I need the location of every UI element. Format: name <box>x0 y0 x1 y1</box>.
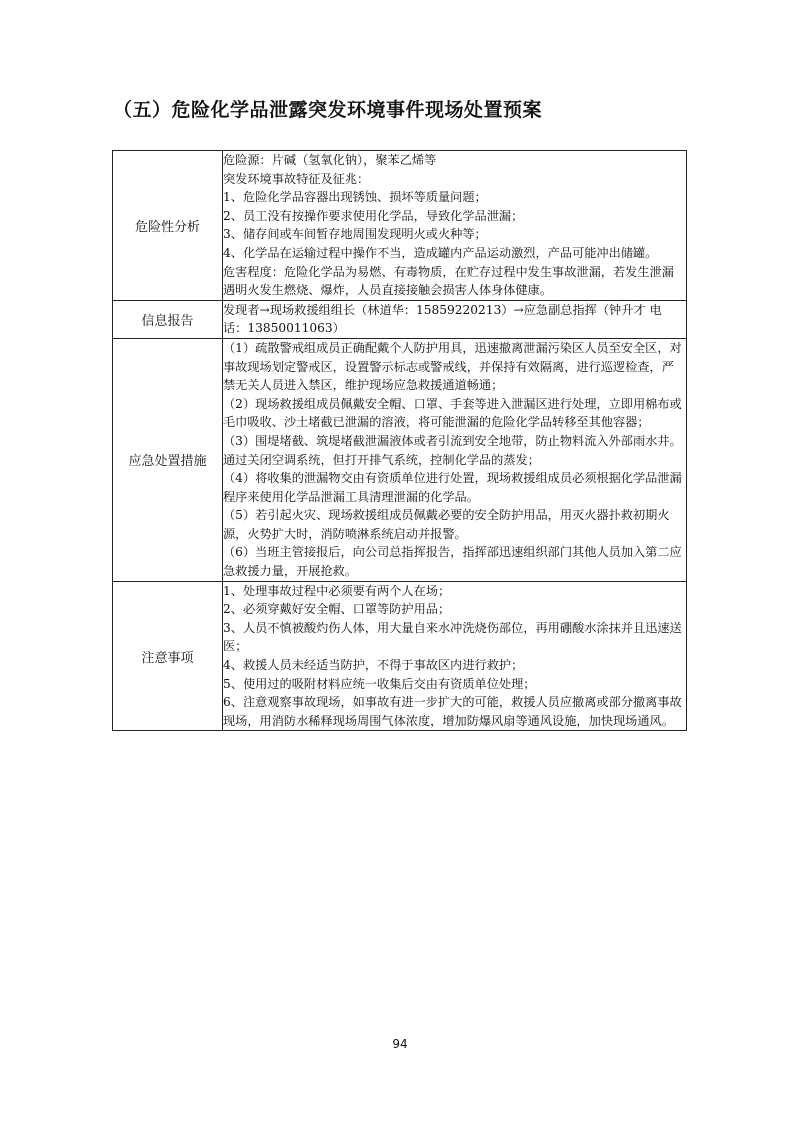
content-line: 2、必须穿戴好安全帽、口罩等防护用品； <box>223 602 451 617</box>
content-line: （2）现场救援组成员佩戴安全帽、口罩、手套等进入泄漏区进行处理，立即用棉布或毛巾吸收、沙土堵截已泄漏的溶液，将可能泄漏的危险化学品转移至其他容器； <box>223 396 682 430</box>
content-line: 发现者→现场救援组组长（林道华：15859220213）→应急副总指挥（钟升才 电话：13850011063） <box>223 302 662 336</box>
content-line: 3、储存间或车间暂存地周围发现明火或火种等； <box>223 227 487 242</box>
content-line: （3）围堤堵截、筑堤堵截泄漏液体或者引流到安全地带，防止物料流入外部雨水井。通过关闭空调系统，但打开排气系统，控制化学品的蒸发； <box>223 433 682 467</box>
content-line: 6、注意观察事故现场，如事故有进一步扩大的可能，救援人员应撤离或部分撤离事故现场，用消防水稀释现场周围气体浓度，增加防爆风扇等通风设施，加快现场通风。 <box>223 695 682 728</box>
table-row-info-report <box>113 300 687 338</box>
content-line: 突发环境事故特征及征兆： <box>223 171 370 186</box>
content-line: （6）当班主管接报后，向公司总指挥报告，指挥部迅速组织部门其他人员加入第二应急救援力量，开展抢救。 <box>223 545 682 579</box>
table-row-hazard-analysis <box>113 151 687 301</box>
row-content <box>223 300 687 338</box>
content-line: 危害程度：危险化学品为易燃、有毒物质，在贮存过程中发生事故泄漏，若发生泄漏遇明火发生燃烧、爆炸，人员直接接触会损害人体身体健康。 <box>223 264 674 298</box>
table-row-emergency-measures <box>113 338 687 581</box>
row-label: 注意事项 <box>113 581 223 731</box>
content-line: （5）若引起火灾、现场救援组成员佩戴必要的安全防护用品，用灭火器扑救初期火源，火势扩大时，消防喷淋系统启动并报警。 <box>223 508 670 541</box>
row-content <box>223 338 687 581</box>
row-label: 信息报告 <box>113 300 223 338</box>
page-number: 94 <box>392 1037 408 1051</box>
content-line: （4）将收集的泄漏物交由有资质单位进行处置，现场救援组成员必须根据化学品泄漏程序来使用化学品泄漏工具清理泄漏的化学品。 <box>223 471 682 504</box>
row-content <box>223 151 687 301</box>
content-line: （1）疏散警戒组成员正确配戴个人防护用具，迅速撤离泄漏污染区人员至安全区，对事故现场划定警戒区，设置警示标志或警戒线，并保持有效隔离，进行巡逻检查，严禁无关人员进入禁区，维护现场应急救援通道畅通； <box>223 340 682 393</box>
content-line: 5、使用过的吸附材料应统一收集后交由有资质单位处理； <box>223 676 536 691</box>
content-line: 危险源：片碱（氢氧化钠），聚苯乙烯等 <box>223 153 437 167</box>
content-line: 1、处理事故过程中必须要有两个人在场； <box>223 583 451 598</box>
content-line: 4、救援人员未经适当防护，不得于事故区内进行救护； <box>223 658 524 673</box>
row-label: 应急处置措施 <box>113 338 223 581</box>
table-row-precautions <box>113 581 687 731</box>
page-title: （五）危险化学品泄露突发环境事件现场处置预案 <box>113 99 543 121</box>
content-line: 4、化学品在运输过程中操作不当，造成罐内产品运动激烈，产品可能冲出储罐。 <box>223 245 658 260</box>
content-line: 3、人员不慎被酸灼伤人体，用大量自来水冲洗烧伤部位，再用硼酸水涂抹并且迅速送医； <box>223 620 682 654</box>
disposal-plan-table <box>112 150 687 731</box>
row-content <box>223 581 687 731</box>
content-line: 2、员工没有按操作要求使用化学品，导致化学品泄漏； <box>223 208 524 223</box>
row-label: 危险性分析 <box>113 151 223 301</box>
content-line: 1、危险化学品容器出现锈蚀、损坏等质量问题； <box>223 190 487 205</box>
